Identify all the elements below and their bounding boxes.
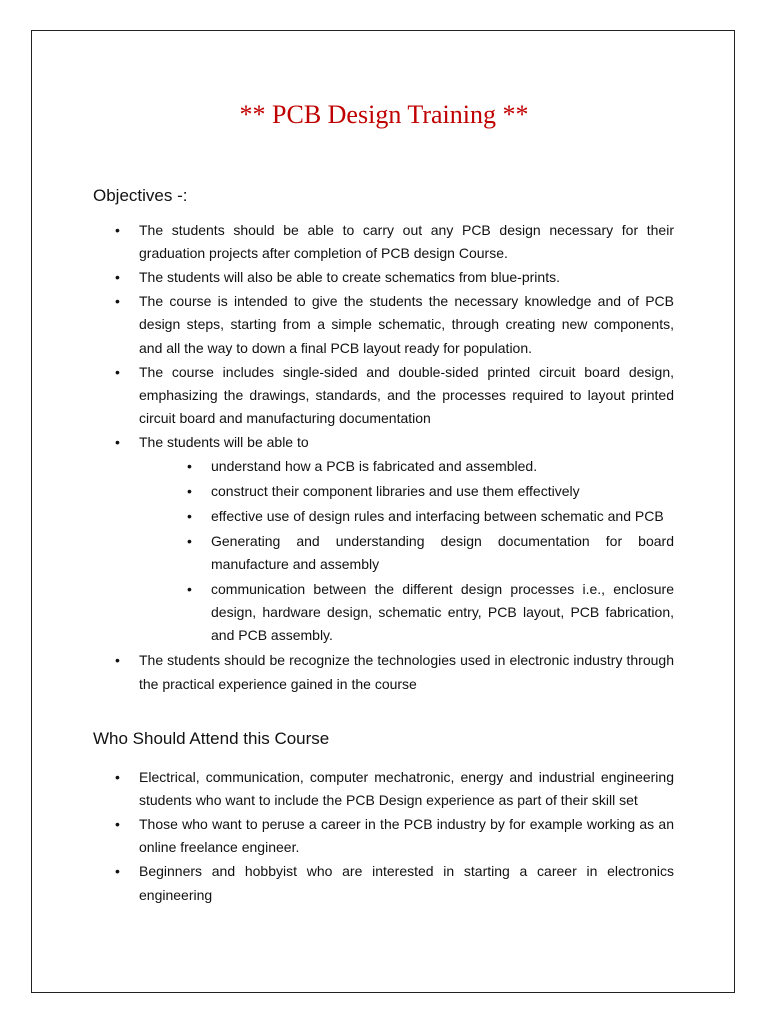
sub-list-item-text: effective use of design rules and interfacing between schematic and PCB [211,507,664,524]
sub-list-item [187,505,674,528]
list-item-text: The students should be able to carry out any PCB design necessary for their graduation projects after completion of PCB design Course. [139,222,674,262]
document-title: ** PCB Design Training ** [239,100,529,129]
list-item [115,431,674,648]
list-item [115,766,674,813]
attend-heading: Who Should Attend this Course [93,729,330,748]
bullet-icon: • [187,507,192,524]
bullet-icon: • [115,434,120,451]
list-item-text: The course includes single-sided and double-sided printed circuit board design, emphasizing the drawings, standards, and the processes required to layout printed circuit board and manufacturing documentation [139,363,674,427]
list-item-text: The students should be recognize the technologies used in electronic industry through the practical experience gained in the course [139,652,674,692]
bullet-icon: • [115,652,120,669]
list-item-text: The students will also be able to create schematics from blue-prints. [139,269,560,286]
list-item-text: Those who want to peruse a career in the PCB industry by for example working as an online freelance engineer. [139,816,674,856]
sub-list-item-text: understand how a PCB is fabricated and assembled. [211,458,538,475]
bullet-icon: • [115,293,120,310]
bullet-icon: • [187,580,192,597]
sub-list-item [187,530,674,577]
bullet-icon: • [115,816,120,833]
sub-list-item-text: construct their component libraries and use them effectively [211,483,580,500]
bullet-icon: • [187,483,192,500]
sub-list-item [187,480,674,503]
bullet-icon: • [187,458,192,475]
list-item-text: The students will be able to [139,434,309,451]
list-item [115,860,674,907]
list-item [115,813,674,860]
attend-list [115,766,674,908]
list-item [115,266,674,289]
list-item-text: Electrical, communication, computer mechatronic, energy and industrial engineering students who want to include the PCB Design experience as part of their skill set [139,769,674,809]
objectives-list [115,219,674,696]
sub-list-item-text: Generating and understanding design documentation for board manufacture and assembly [211,532,674,573]
list-item-text: Beginners and hobbyist who are interested in starting a career in electronics engineering [139,863,674,903]
sub-list-item [187,578,674,648]
objectives-heading: Objectives -: [93,186,188,205]
bullet-icon: • [115,769,120,785]
list-item [115,219,674,266]
bullet-icon: • [187,532,192,549]
bullet-icon: • [115,222,120,238]
bullet-icon: • [115,863,120,880]
sub-list-item-text: communication between the different design processes i.e., enclosure design, hardware design, schematic entry, PCB layout, PCB fabrication, and PCB assembly. [211,580,674,644]
list-item [115,649,674,696]
list-item [115,290,674,360]
list-item-text: The course is intended to give the students the necessary knowledge and of PCB design steps, starting from a simple schematic, through creating new components, and all the way to down a final PCB layout ready for population. [139,293,674,356]
bullet-icon: • [115,363,120,380]
sub-list-item [187,455,674,478]
list-item [115,361,674,431]
bullet-icon: • [115,269,120,286]
sub-list [187,455,674,647]
